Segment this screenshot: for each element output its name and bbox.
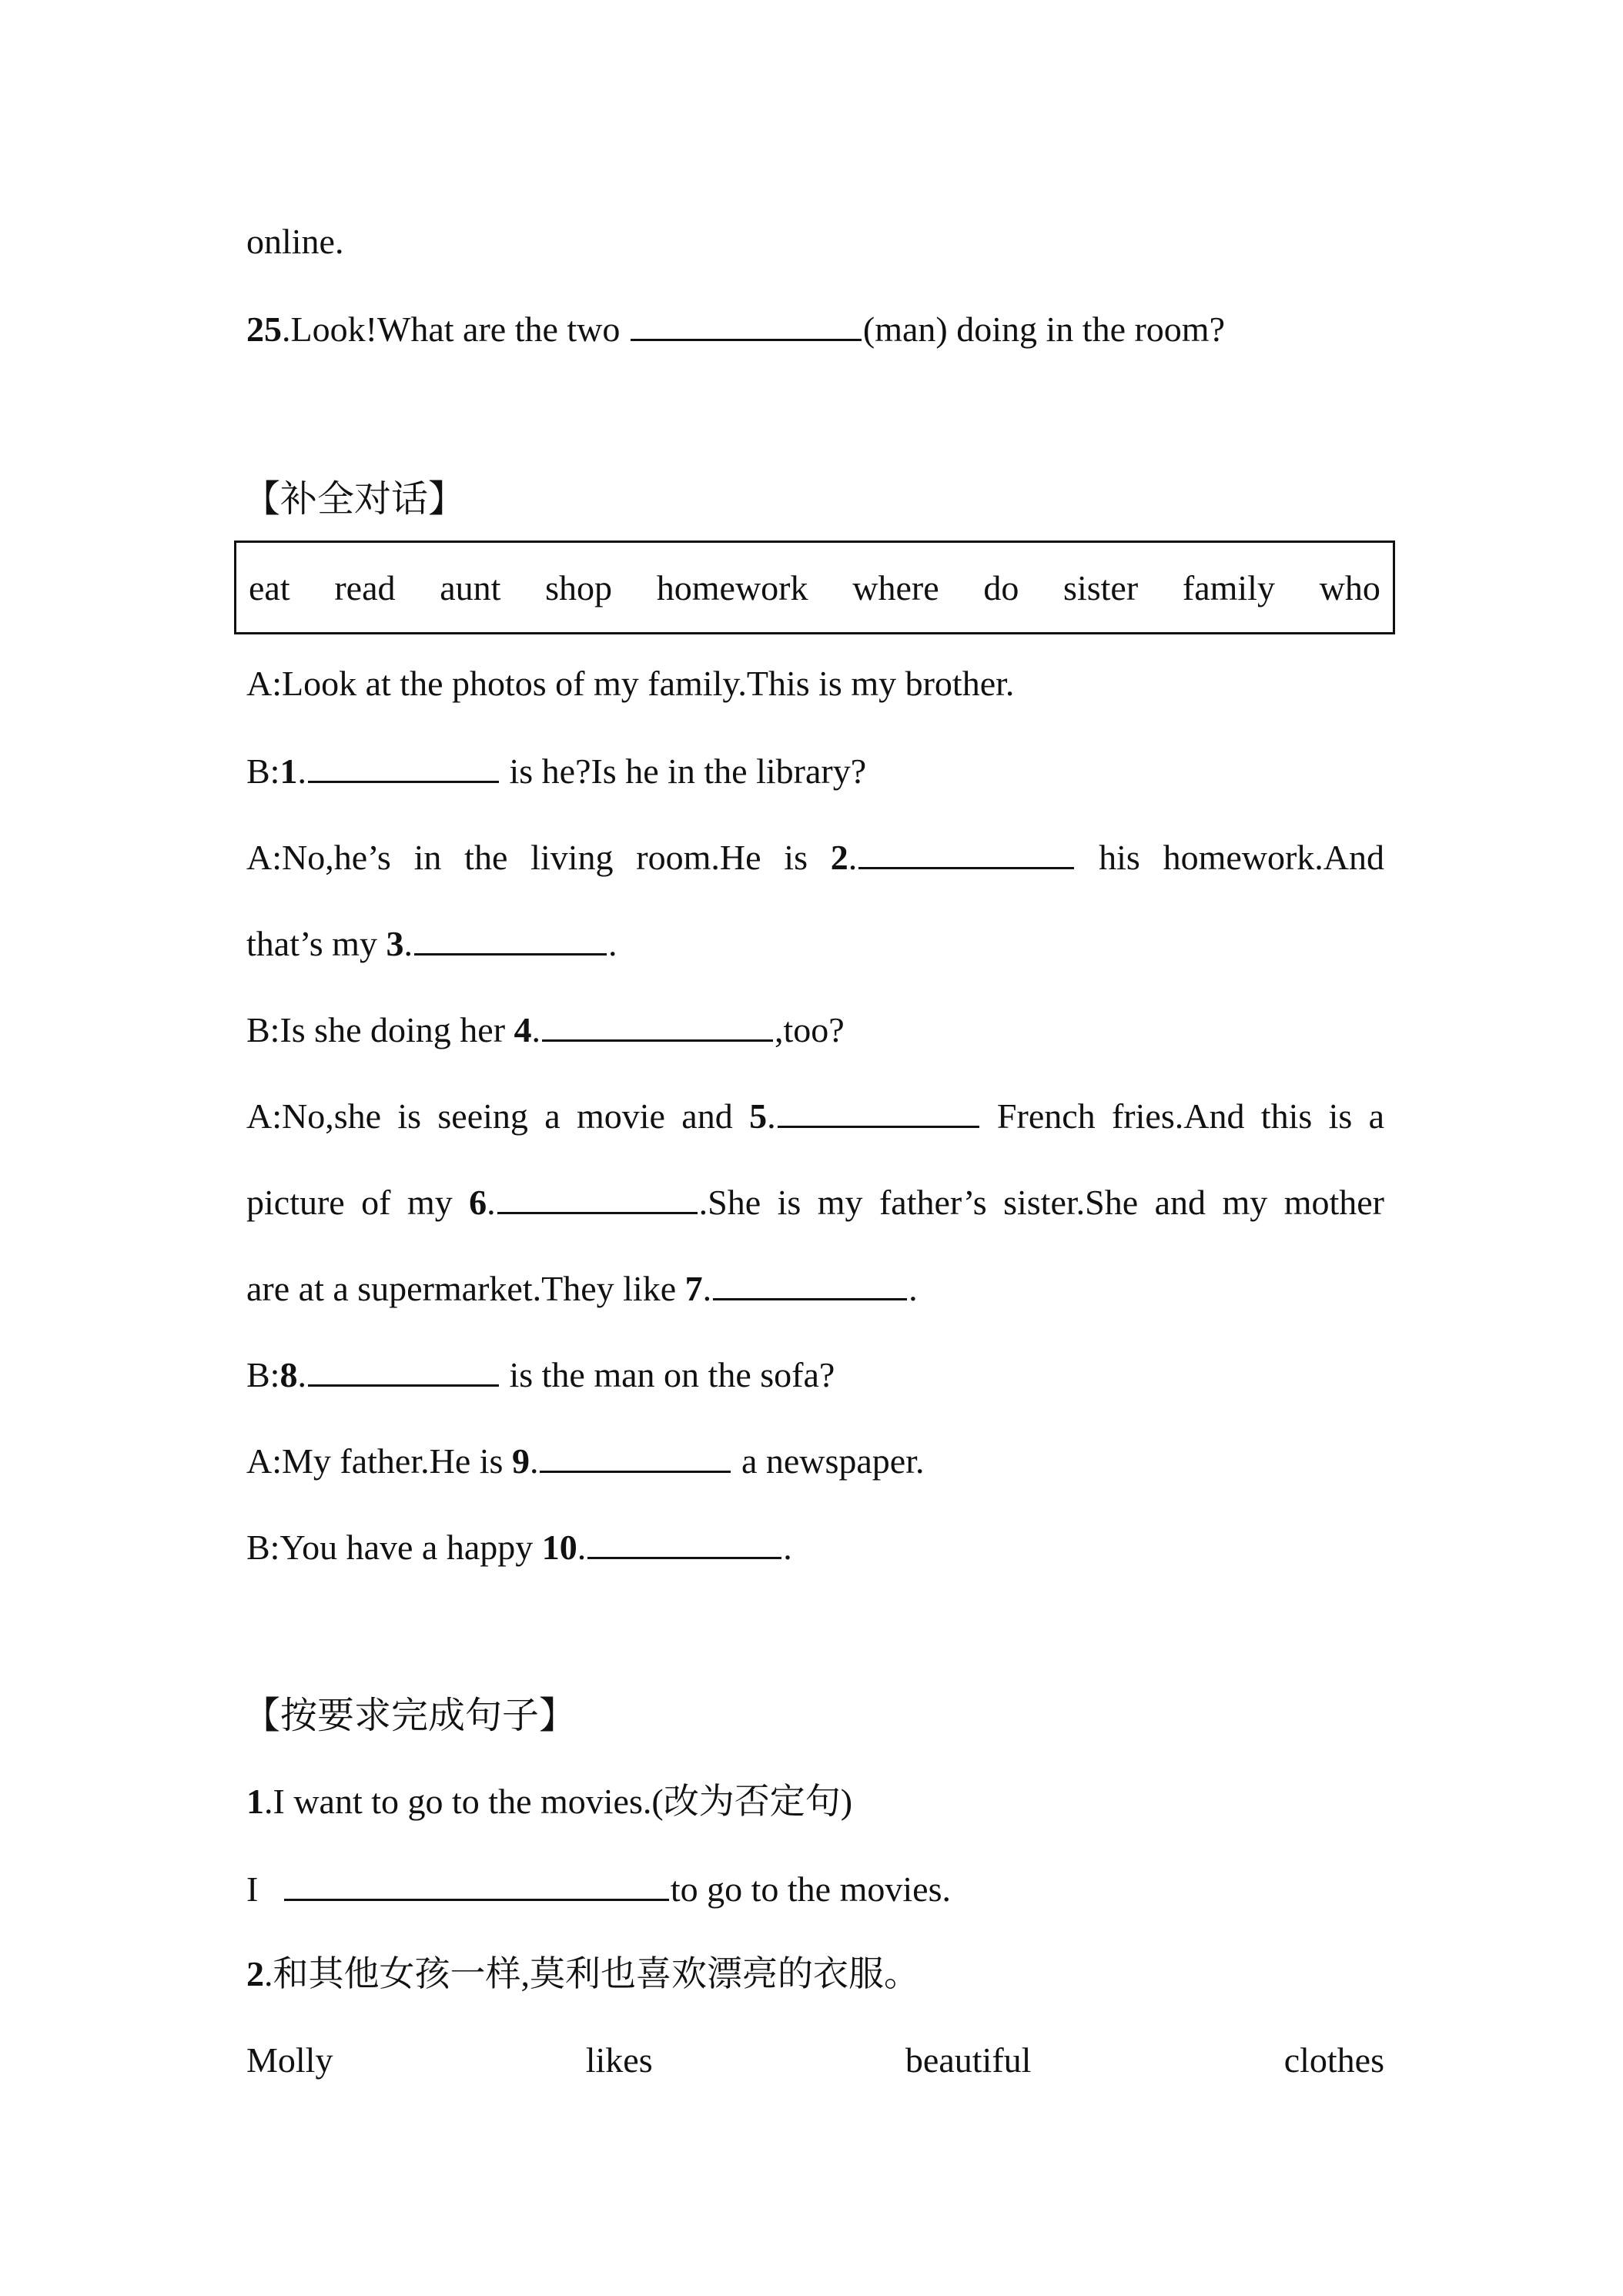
dialogue-line (246, 661, 1384, 707)
dialogue-line: B:You have a happy 10. . (246, 1523, 1384, 1571)
answer-blank[interactable] (497, 1178, 698, 1214)
dialogue-line: that’s my 3. . (246, 919, 1384, 967)
dialogue-line: B:1. is he?Is he in the library? (246, 747, 1384, 795)
answer-blank[interactable] (858, 833, 1074, 869)
answer-blank[interactable] (631, 305, 862, 341)
blank-number: 7 (684, 1269, 703, 1308)
blank-number: 10 (541, 1528, 577, 1567)
word-bank-item: do (983, 567, 1019, 607)
dialogue-text: A:No,he’s in the living room.He is (246, 838, 808, 877)
question-number: 25 (246, 310, 282, 349)
answer-blank[interactable] (308, 1350, 499, 1387)
answer-blank[interactable] (542, 1006, 773, 1042)
dialogue-text: a newspaper. (741, 1441, 925, 1481)
word-bank-item: where (852, 567, 939, 607)
dialogue-text: ,too? (775, 1010, 845, 1049)
word-bank-item: read (334, 567, 396, 607)
word-bank-item: homework (656, 567, 808, 607)
dialogue-text: picture of my (246, 1183, 453, 1222)
answer-blank[interactable] (587, 1523, 781, 1559)
answer-word: beautiful (905, 2040, 1032, 2080)
answer-word: Molly (246, 2040, 333, 2080)
dialogue-text: B: (246, 1355, 280, 1394)
dialogue-text: A:No,she is seeing a movie and (246, 1096, 733, 1136)
blank-number: 5 (749, 1096, 768, 1136)
sentence-question (246, 1779, 1384, 1825)
word-bank-item: family (1182, 567, 1275, 607)
dialogue-line: picture of my 6. .She is my father’s sister.She and my mother (246, 1178, 1384, 1226)
word-bank-item: shop (545, 567, 613, 607)
dialogue-line: are at a supermarket.They like 7. . (246, 1264, 1384, 1312)
answer-blank[interactable] (713, 1264, 907, 1300)
dialogue-text: his homework.And (1099, 838, 1385, 877)
blank-number: 8 (279, 1355, 298, 1394)
blank-number: 4 (514, 1010, 532, 1049)
question-text: .I want to go to the movies.(改为否定句) (264, 1782, 853, 1821)
word-bank-item: who (1319, 567, 1380, 607)
answer-blank[interactable] (778, 1092, 979, 1128)
blank-number: 9 (511, 1441, 530, 1481)
dialogue-text: is the man on the sofa? (509, 1355, 835, 1394)
word-bank-item: eat (249, 567, 290, 607)
question-number: 2 (246, 1954, 264, 1993)
answer-suffix: to go to the movies. (670, 1869, 951, 1909)
dialogue-line: B:8. is the man on the sofa? (246, 1350, 1384, 1398)
answer-word: likes (585, 2040, 653, 2080)
word-bank-item: sister (1063, 567, 1139, 607)
dialogue-text: is he?Is he in the library? (509, 751, 867, 791)
sentence-answer-line (246, 1865, 1384, 1913)
continued-line (246, 219, 1384, 265)
answer-blank[interactable] (308, 747, 499, 783)
question-text: (man) doing in the room? (862, 310, 1225, 349)
dialogue-text: . (783, 1528, 792, 1567)
dialogue-text: . (909, 1269, 918, 1308)
dialogue-text: .She is my father’s sister.She and my mother (698, 1183, 1384, 1222)
blank-number: 3 (386, 924, 404, 963)
question-25 (246, 305, 1384, 353)
dialogue-text: A:My father.He is (246, 1441, 504, 1481)
blank-number: 2 (830, 838, 848, 877)
dialogue-line: A:No,he’s in the living room.He is 2. his homework.And (246, 833, 1384, 881)
dialogue-line: A:My father.He is 9. a newspaper. (246, 1437, 1384, 1484)
dialogue-text: B:You have a happy (246, 1528, 534, 1567)
blank-number: 6 (469, 1183, 487, 1222)
answer-blank[interactable] (414, 919, 607, 956)
dialogue-text: . (607, 924, 617, 963)
sentence-answer-line (246, 2037, 1384, 2083)
dialogue-text: B: (246, 751, 280, 791)
answer-prefix: I (246, 1869, 259, 1909)
dialogue-text: French fries.And this is a (996, 1096, 1385, 1136)
dialogue-text: are at a supermarket.They like (246, 1269, 677, 1308)
dialogue-line: B:Is she doing her 4. ,too? (246, 1006, 1384, 1053)
answer-blank[interactable] (540, 1437, 731, 1473)
answer-word: clothes (1283, 2040, 1384, 2080)
dialogue-line: A:No,she is seeing a movie and 5. French fries.And this is a (246, 1092, 1384, 1140)
online-text: online. (246, 222, 344, 261)
dialogue-text: that’s my (246, 924, 377, 963)
section-title-sentences: 【按要求完成句子】 (243, 1694, 577, 1737)
sentence-question (246, 1951, 1384, 1997)
question-number: 1 (246, 1782, 264, 1821)
blank-number: 1 (279, 751, 298, 791)
section-title-dialogue: 【补全对话】 (243, 477, 466, 520)
question-text: .Look!What are the two (282, 310, 621, 349)
answer-blank[interactable] (284, 1865, 669, 1901)
word-bank-box (234, 541, 1395, 634)
word-bank-item: aunt (440, 567, 501, 607)
question-text: .和其他女孩一样,莫利也喜欢漂亮的衣服。 (264, 1954, 919, 1993)
dialogue-text: B:Is she doing her (246, 1010, 506, 1049)
dialogue-text: A:Look at the photos of my family.This is my brother. (246, 664, 1015, 703)
